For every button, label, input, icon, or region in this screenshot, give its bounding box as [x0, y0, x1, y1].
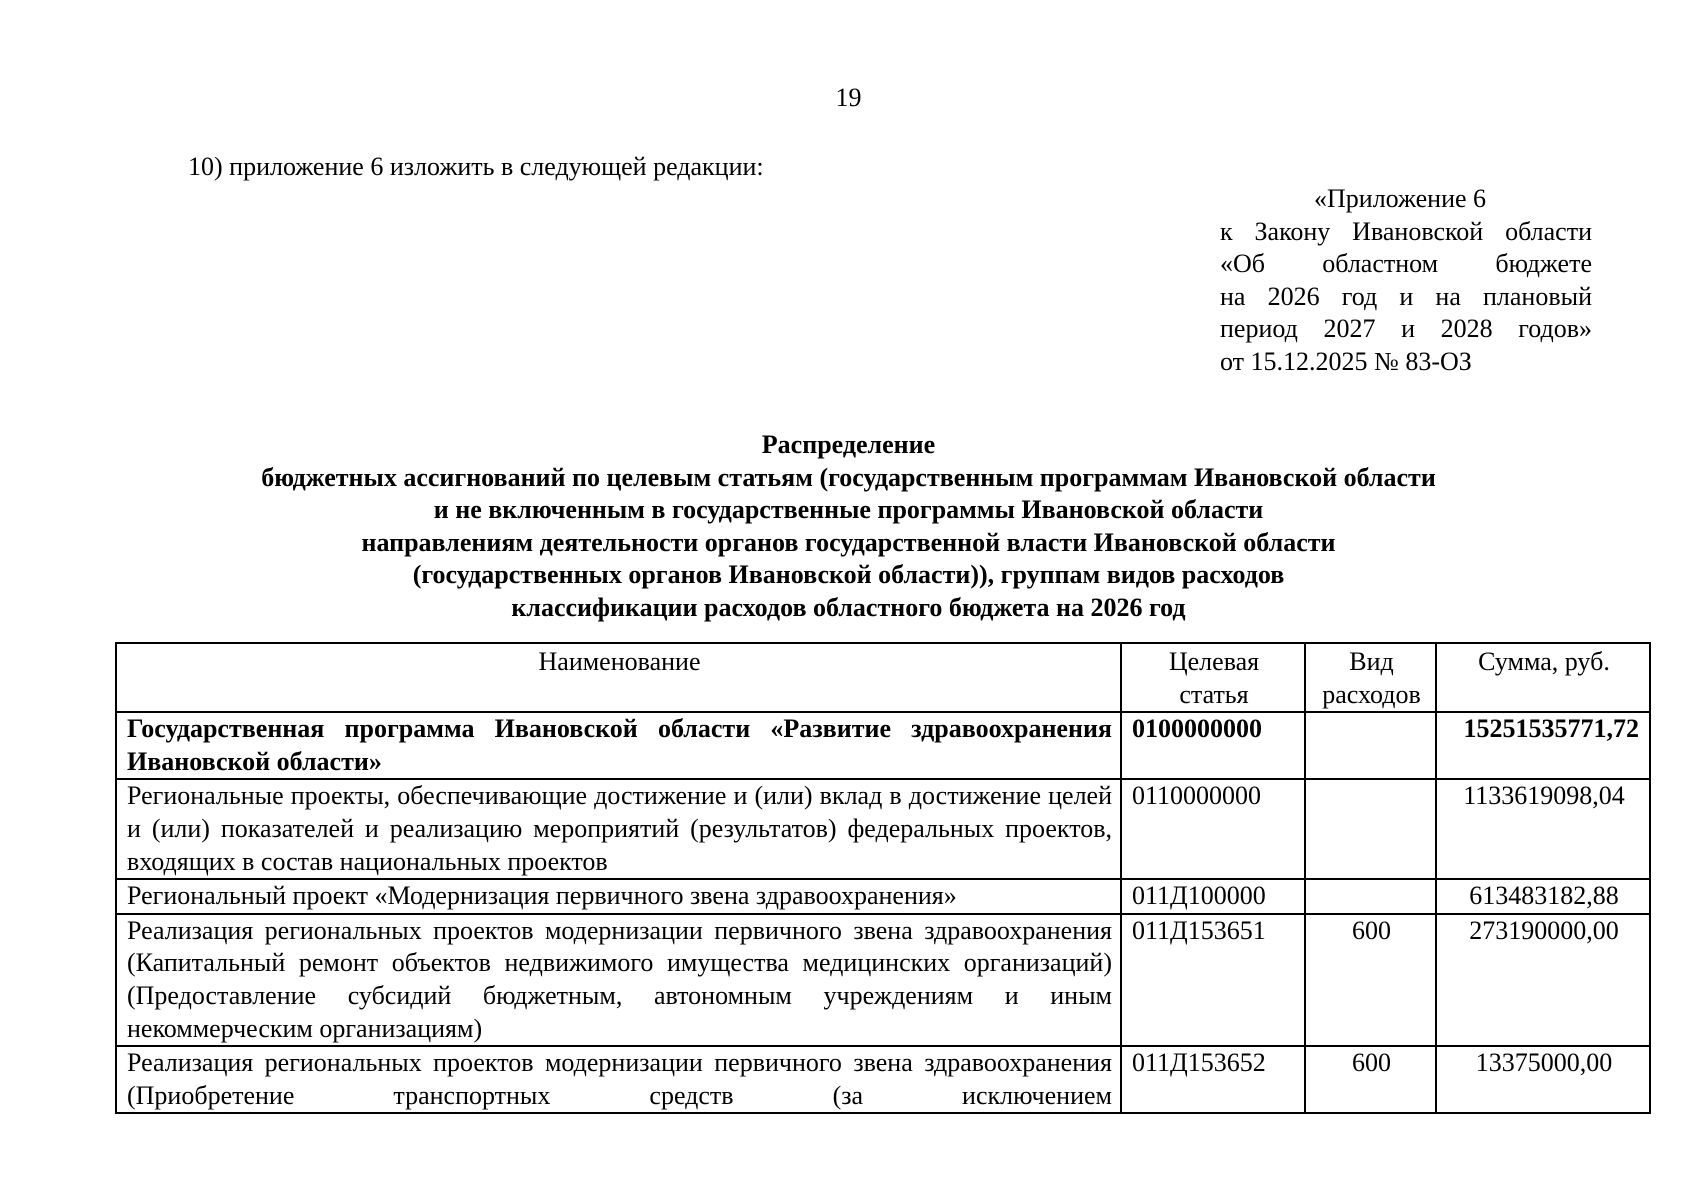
appendix-line: на 2026 год и на плановый: [1220, 281, 1592, 311]
appendix-reference: [1220, 183, 1592, 379]
row-sum: 1133619098,04: [1436, 779, 1650, 879]
row-sum: 613483182,88: [1436, 879, 1650, 914]
row-code: 0110000000: [1121, 779, 1305, 879]
row-code: 011Д153652: [1121, 1046, 1305, 1113]
heading-line: направлениям деятельности органов государственной власти Ивановской области: [361, 527, 1336, 557]
header-type: Вид расходов: [1305, 643, 1436, 712]
heading-line: и не включенным в государственные программы Ивановской области: [433, 495, 1264, 525]
amendment-instruction: 10) приложение 6 изложить в следующей редакции:: [188, 152, 764, 181]
row-sum: 15251535771,72: [1436, 712, 1650, 779]
table-row: [116, 1046, 1650, 1113]
row-name: Государственная программа Ивановской области «Развитие здравоохранения Ивановской области»: [116, 712, 1121, 779]
row-code: 0100000000: [1121, 712, 1305, 779]
row-name: Реализация региональных проектов модернизации первичного звена здравоохранения (Капитальный ремонт объектов недвижимого имущества медицинских организаций) (Предоставление субсидий бюджетным, автономным учреждениям и иным некоммерческим организациям): [116, 914, 1121, 1046]
header-name: Наименование: [116, 643, 1121, 712]
row-type: [1305, 879, 1436, 914]
appendix-line: к Закону Ивановской области: [1220, 216, 1592, 246]
appendix-line: период 2027 и 2028 годов»: [1220, 314, 1592, 344]
row-name: Реализация региональных проектов модернизации первичного звена здравоохранения (Приобретение транспортных средств (за исключением: [116, 1046, 1121, 1113]
table-row: [116, 712, 1650, 779]
appendix-title: «Приложение 6: [1314, 184, 1487, 213]
heading-line: Распределение: [761, 430, 936, 459]
table-row: [116, 779, 1650, 879]
row-type: [1305, 779, 1436, 879]
page-number: 19: [835, 83, 862, 112]
document-heading: [0, 429, 1697, 625]
table-row: [116, 879, 1650, 914]
row-sum: 273190000,00: [1436, 914, 1650, 1046]
heading-line: классификации расходов областного бюджета на 2026 год: [511, 592, 1186, 622]
appendix-line: «Об областном бюджете: [1220, 249, 1592, 279]
row-name: Региональный проект «Модернизация первичного звена здравоохранения»: [116, 879, 1121, 914]
row-code: 011Д100000: [1121, 879, 1305, 914]
header-sum: Сумма, руб.: [1436, 643, 1650, 712]
row-name: Региональные проекты, обеспечивающие достижение и (или) вклад в достижение целей и (или) показателей и реализацию мероприятий (результатов) федеральных проектов, входящих в состав национальных проектов: [116, 779, 1121, 879]
appendix-law-number: от 15.12.2025 № 83-ОЗ: [1220, 346, 1472, 376]
header-code: Целевая статья: [1121, 643, 1305, 712]
heading-line: (государственных органов Ивановской области)), группам видов расходов: [412, 560, 1285, 590]
row-code: 011Д153651: [1121, 914, 1305, 1046]
table-row: [116, 914, 1650, 1046]
row-type: 600: [1305, 1046, 1436, 1113]
row-sum: 13375000,00: [1436, 1046, 1650, 1113]
row-type: 600: [1305, 914, 1436, 1046]
row-type: [1305, 712, 1436, 779]
heading-line: бюджетных ассигнований по целевым статьям (государственным программам Ивановской области: [261, 462, 1436, 492]
table-header-row: [116, 643, 1650, 712]
budget-allocation-table: [115, 642, 1651, 1114]
